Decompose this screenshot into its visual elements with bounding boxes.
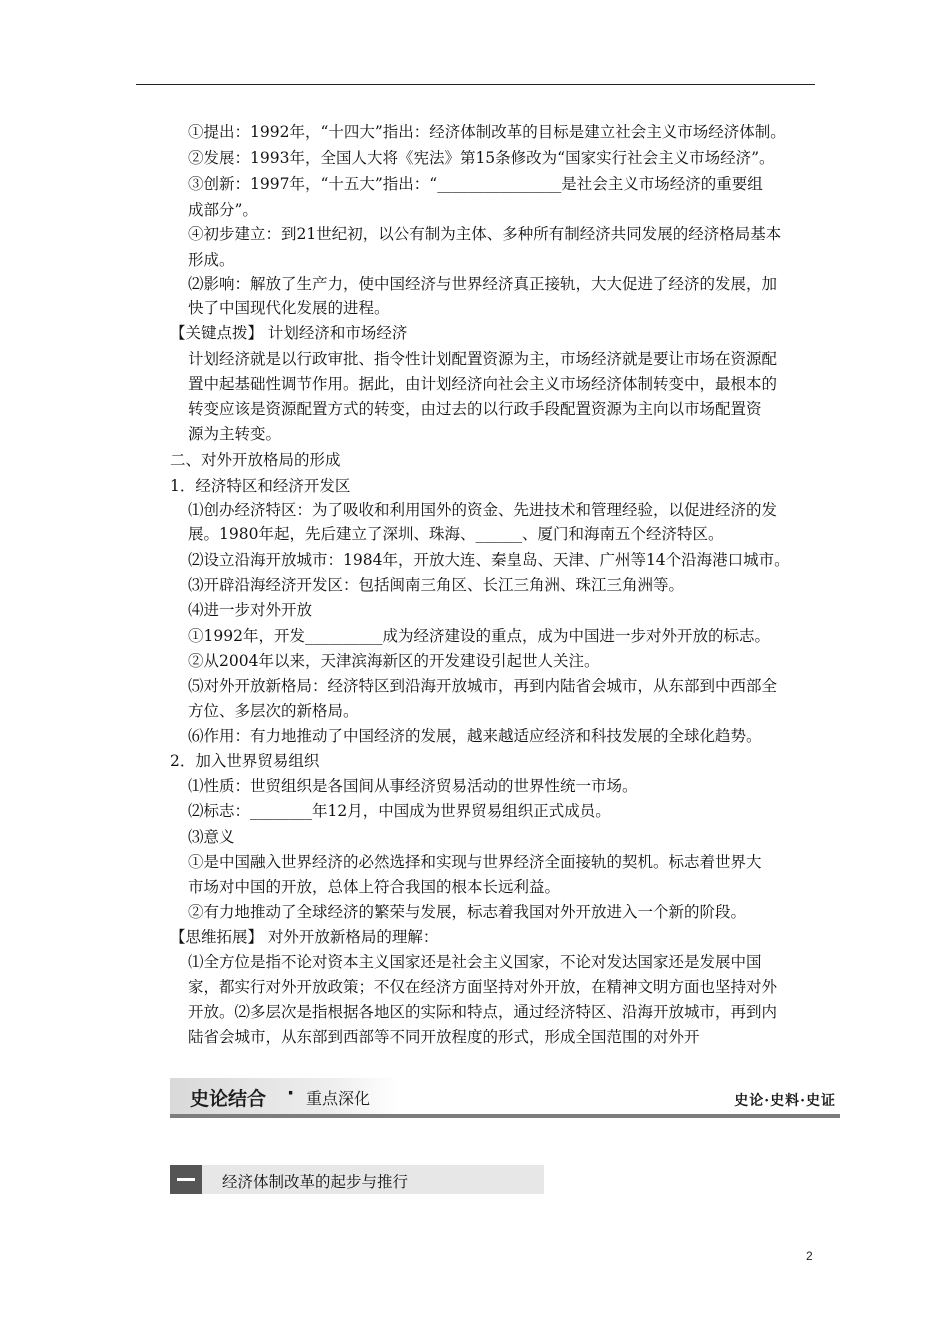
text-line: 快了中国现代化发展的进程。	[188, 299, 390, 317]
text-line: ⑸对外开放新格局：经济特区到沿海开放城市，再到内陆省会城市，从东部到中西部全	[188, 677, 778, 695]
text-line: 陆省会城市，从东部到西部等不同开放程度的形式，形成全国范围的对外开	[188, 1028, 700, 1046]
banner-title: 史论结合	[190, 1088, 267, 1110]
text-line: 计划经济就是以行政审批、指令性计划配置资源为主，市场经济就是要让市场在资源配	[188, 350, 778, 368]
text-line: 形成。	[188, 251, 235, 269]
section-banner	[170, 1078, 840, 1118]
banner-dot: ·	[287, 1082, 295, 1104]
text-line: ⑹作用：有力地推动了中国经济的发展，越来越适应经济和科技发展的全球化趋势。	[188, 727, 762, 745]
text-line: ③创新：1997年，“十五大”指出：“________________是社会主义市场经济的重要组	[188, 175, 763, 193]
section-number-one-icon	[170, 1165, 202, 1194]
section-heading-title: 经济体制改革的起步与推行	[222, 1173, 409, 1191]
text-line: ②发展：1993年，全国人大将《宪法》第15条修改为“国家实行社会主义市场经济”。	[188, 149, 775, 167]
text-line: 置中起基础性调节作用。据此，由计划经济向社会主义市场经济体制转变中，最根本的	[188, 375, 778, 393]
text-line: ②有力地推动了全球经济的繁荣与发展，标志着我国对外开放进入一个新的阶段。	[188, 903, 747, 921]
text-line: 家，都实行对外开放政策；不仅在经济方面坚持对外开放，在精神文明方面也坚持对外	[188, 978, 778, 996]
text-line: ⑷进一步对外开放	[188, 601, 313, 619]
text-line: 成部分”。	[188, 201, 258, 219]
subheading: 1．经济特区和经济开发区	[170, 477, 351, 495]
text-line: ①提出：1992年，“十四大”指出：经济体制改革的目标是建立社会主义市场经济体制。	[188, 123, 786, 141]
text-line: 开放。⑵多层次是指根据各地区的实际和特点，通过经济特区、沿海开放城市，再到内	[188, 1003, 778, 1021]
banner-right-label: 史论·史料·史证	[734, 1093, 836, 1109]
text-line: ⑴性质：世贸组织是各国间从事经济贸易活动的世界性统一市场。	[188, 777, 638, 795]
text-line: 源为主转变。	[188, 425, 282, 443]
text-line: ⑴全方位是指不论对资本主义国家还是社会主义国家，不论对发达国家还是发展中国	[188, 953, 762, 971]
subheading: 2．加入世界贸易组织	[170, 752, 320, 770]
text-line: ⑶意义	[188, 828, 235, 846]
page-number: 2	[806, 1249, 813, 1263]
section-heading-2: 二、对外开放格局的形成	[170, 451, 341, 469]
text-line: ①是中国融入世界经济的必然选择和实现与世界经济全面接轨的契机。标志着世界大	[188, 853, 762, 871]
text-line: ④初步建立：到21世纪初，以公有制为主体、多种所有制经济共同发展的经济格局基本	[188, 225, 782, 243]
text-line: ①1992年，开发__________成为经济建设的重点，成为中国进一步对外开放的标志。	[188, 627, 770, 645]
text-line: ⑵影响：解放了生产力，使中国经济与世界经济真正接轨，大大促进了经济的发展，加	[188, 275, 778, 293]
text-line: ⑵设立沿海开放城市：1984年，开放大连、秦皇岛、天津、广州等14个沿海港口城市。	[188, 551, 790, 569]
text-line: ⑶开辟沿海经济开发区：包括闽南三角区、长江三角洲、珠江三角洲等。	[188, 576, 685, 594]
text-line: ⑵标志：________年12月，中国成为世界贸易组织正式成员。	[188, 802, 611, 820]
extension-heading: 【思维拓展】 对外开放新格局的理解：	[170, 928, 439, 946]
text-line: 转变应该是资源配置方式的转变，由过去的以行政手段配置资源为主向以市场配置资	[188, 400, 762, 418]
text-line: ⑴创办经济特区：为了吸收和利用国外的资金、先进技术和管理经验，以促进经济的发	[188, 501, 778, 519]
text-line: 市场对中国的开放，总体上符合我国的根本长远利益。	[188, 878, 561, 896]
key-point-heading: 【关键点拨】 计划经济和市场经济	[170, 324, 408, 342]
banner-subtitle: 重点深化	[306, 1089, 371, 1108]
text-line: 方位、多层次的新格局。	[188, 702, 359, 720]
banner-underline	[170, 1114, 840, 1118]
text-line: 展。1980年起，先后建立了深圳、珠海、______、厦门和海南五个经济特区。	[188, 525, 724, 543]
header-rule	[136, 84, 815, 85]
section-heading-box	[170, 1165, 544, 1194]
text-line: ②从2004年以来，天津滨海新区的开发建设引起世人关注。	[188, 652, 600, 670]
